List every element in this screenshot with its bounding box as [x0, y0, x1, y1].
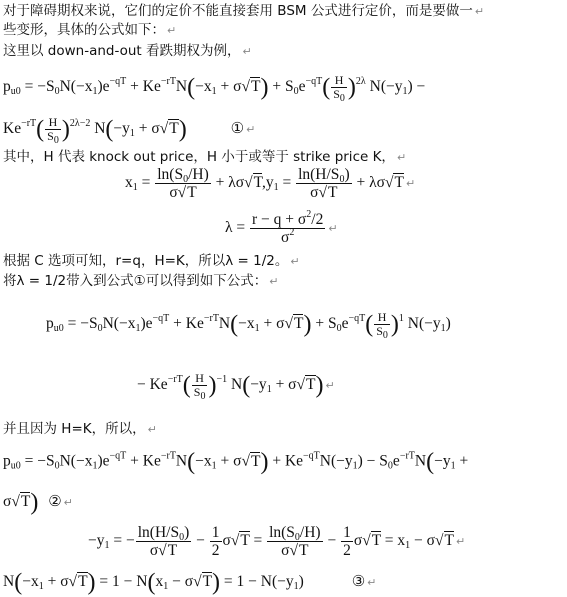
text-line-3: 这里以 down-and-out 看跌期权为例， ↵ — [3, 43, 252, 59]
equation-2-line-1: $p_{u0} = -S_0N(-x_1)e^{-qT} + Ke^{-rT}N(-x_1 + \sigma√T) + S_0e^{-qT}$( $\frac{H}{S_0}$ )$^1$ $N(-y_1)$ — [46, 310, 451, 341]
equation-1-line-2: $Ke^{-rT}$( $\frac{H}{S_0}$ )$^{2\lambda-2}$ $N(-y_1 + \sigma√T)$ ① ↵ — [3, 115, 256, 146]
equation-2-label: ② — [48, 492, 62, 510]
text-line-7: 并且因为 H=K，所以， ↵ — [3, 421, 157, 437]
equation-2-line-2: − $Ke^{-rT}$( $\frac{H}{S_0}$ )$^{-1}$ $N(-y_1 + \sigma√T)$ ↵ — [137, 371, 335, 402]
equation-y1-derivation: $-y_1$ = − $\frac{\ln(H/S_0)}{\sigma√T}$ − $\frac{1}{2}$ σ√T = $\frac{\ln(S_0/H)}{\sigma√T}$ − $\frac{1}{2}$ $\sigma√T = x_1 - \sigma√T$ ↵ — [88, 524, 466, 559]
equation-x1-y1: $x_1$ = $\frac{\ln(S_0/H)}{\sigma√T}$ + $\lambda\sigma√T,y_1$ = $\frac{\ln(H/S_0)}{\sigma√T}$ + λσ√T ↵ — [125, 166, 416, 201]
equation-1-label: ① — [230, 119, 245, 138]
equation-lambda: λ = $\frac{r - q + \sigma^2/2}{\sigma^2}$ ↵ — [225, 209, 338, 246]
text-line-1: 对于障碍期权来说，它们的定价不能直接套用 BSM 公式进行定价，而是要做一 ↵ — [3, 3, 485, 19]
equation-3-line-1: $p_{u0} = -S_0N(-x_1)e^{-qT} + Ke^{-rT}N(-x_1 + \sigma√T) + Ke^{-qT}N(-y_1) - S_0e^{-rT}N(-y_1$ + — [3, 449, 469, 475]
equation-3-label: ③ — [351, 572, 366, 590]
text-line-4: 其中，H 代表 knock out price，H 小于或等于 strike price K， ↵ — [3, 149, 407, 165]
text-line-2: 些变形，具体的公式如下： ↵ — [3, 22, 177, 38]
equation-3-line-2: σ√T) ② ↵ — [3, 489, 73, 516]
equation-1-line-1: $p_{u0} = -S_0N(-x_1)e^{-qT} + Ke^{-rT}N(-x_1 + \sigma√T) + S_0e^{-qT}$( $\frac{H}{S_0}$ )$^{2\lambda}$ $N(-y_1)$ − — [3, 73, 426, 104]
text-line-5: 根据 C 选项可知，r=q，H=K，所以λ = 1/2。 ↵ — [3, 253, 300, 269]
text-line-6: 将λ = 1/2带入到公式①可以得到如下公式： ↵ — [3, 273, 279, 289]
equation-N-identity: $N(-x_1 + \sigma√T) = 1 - N(x_1 - \sigma√T) = 1 - N(-y_1)$ ③ ↵ — [3, 569, 377, 596]
